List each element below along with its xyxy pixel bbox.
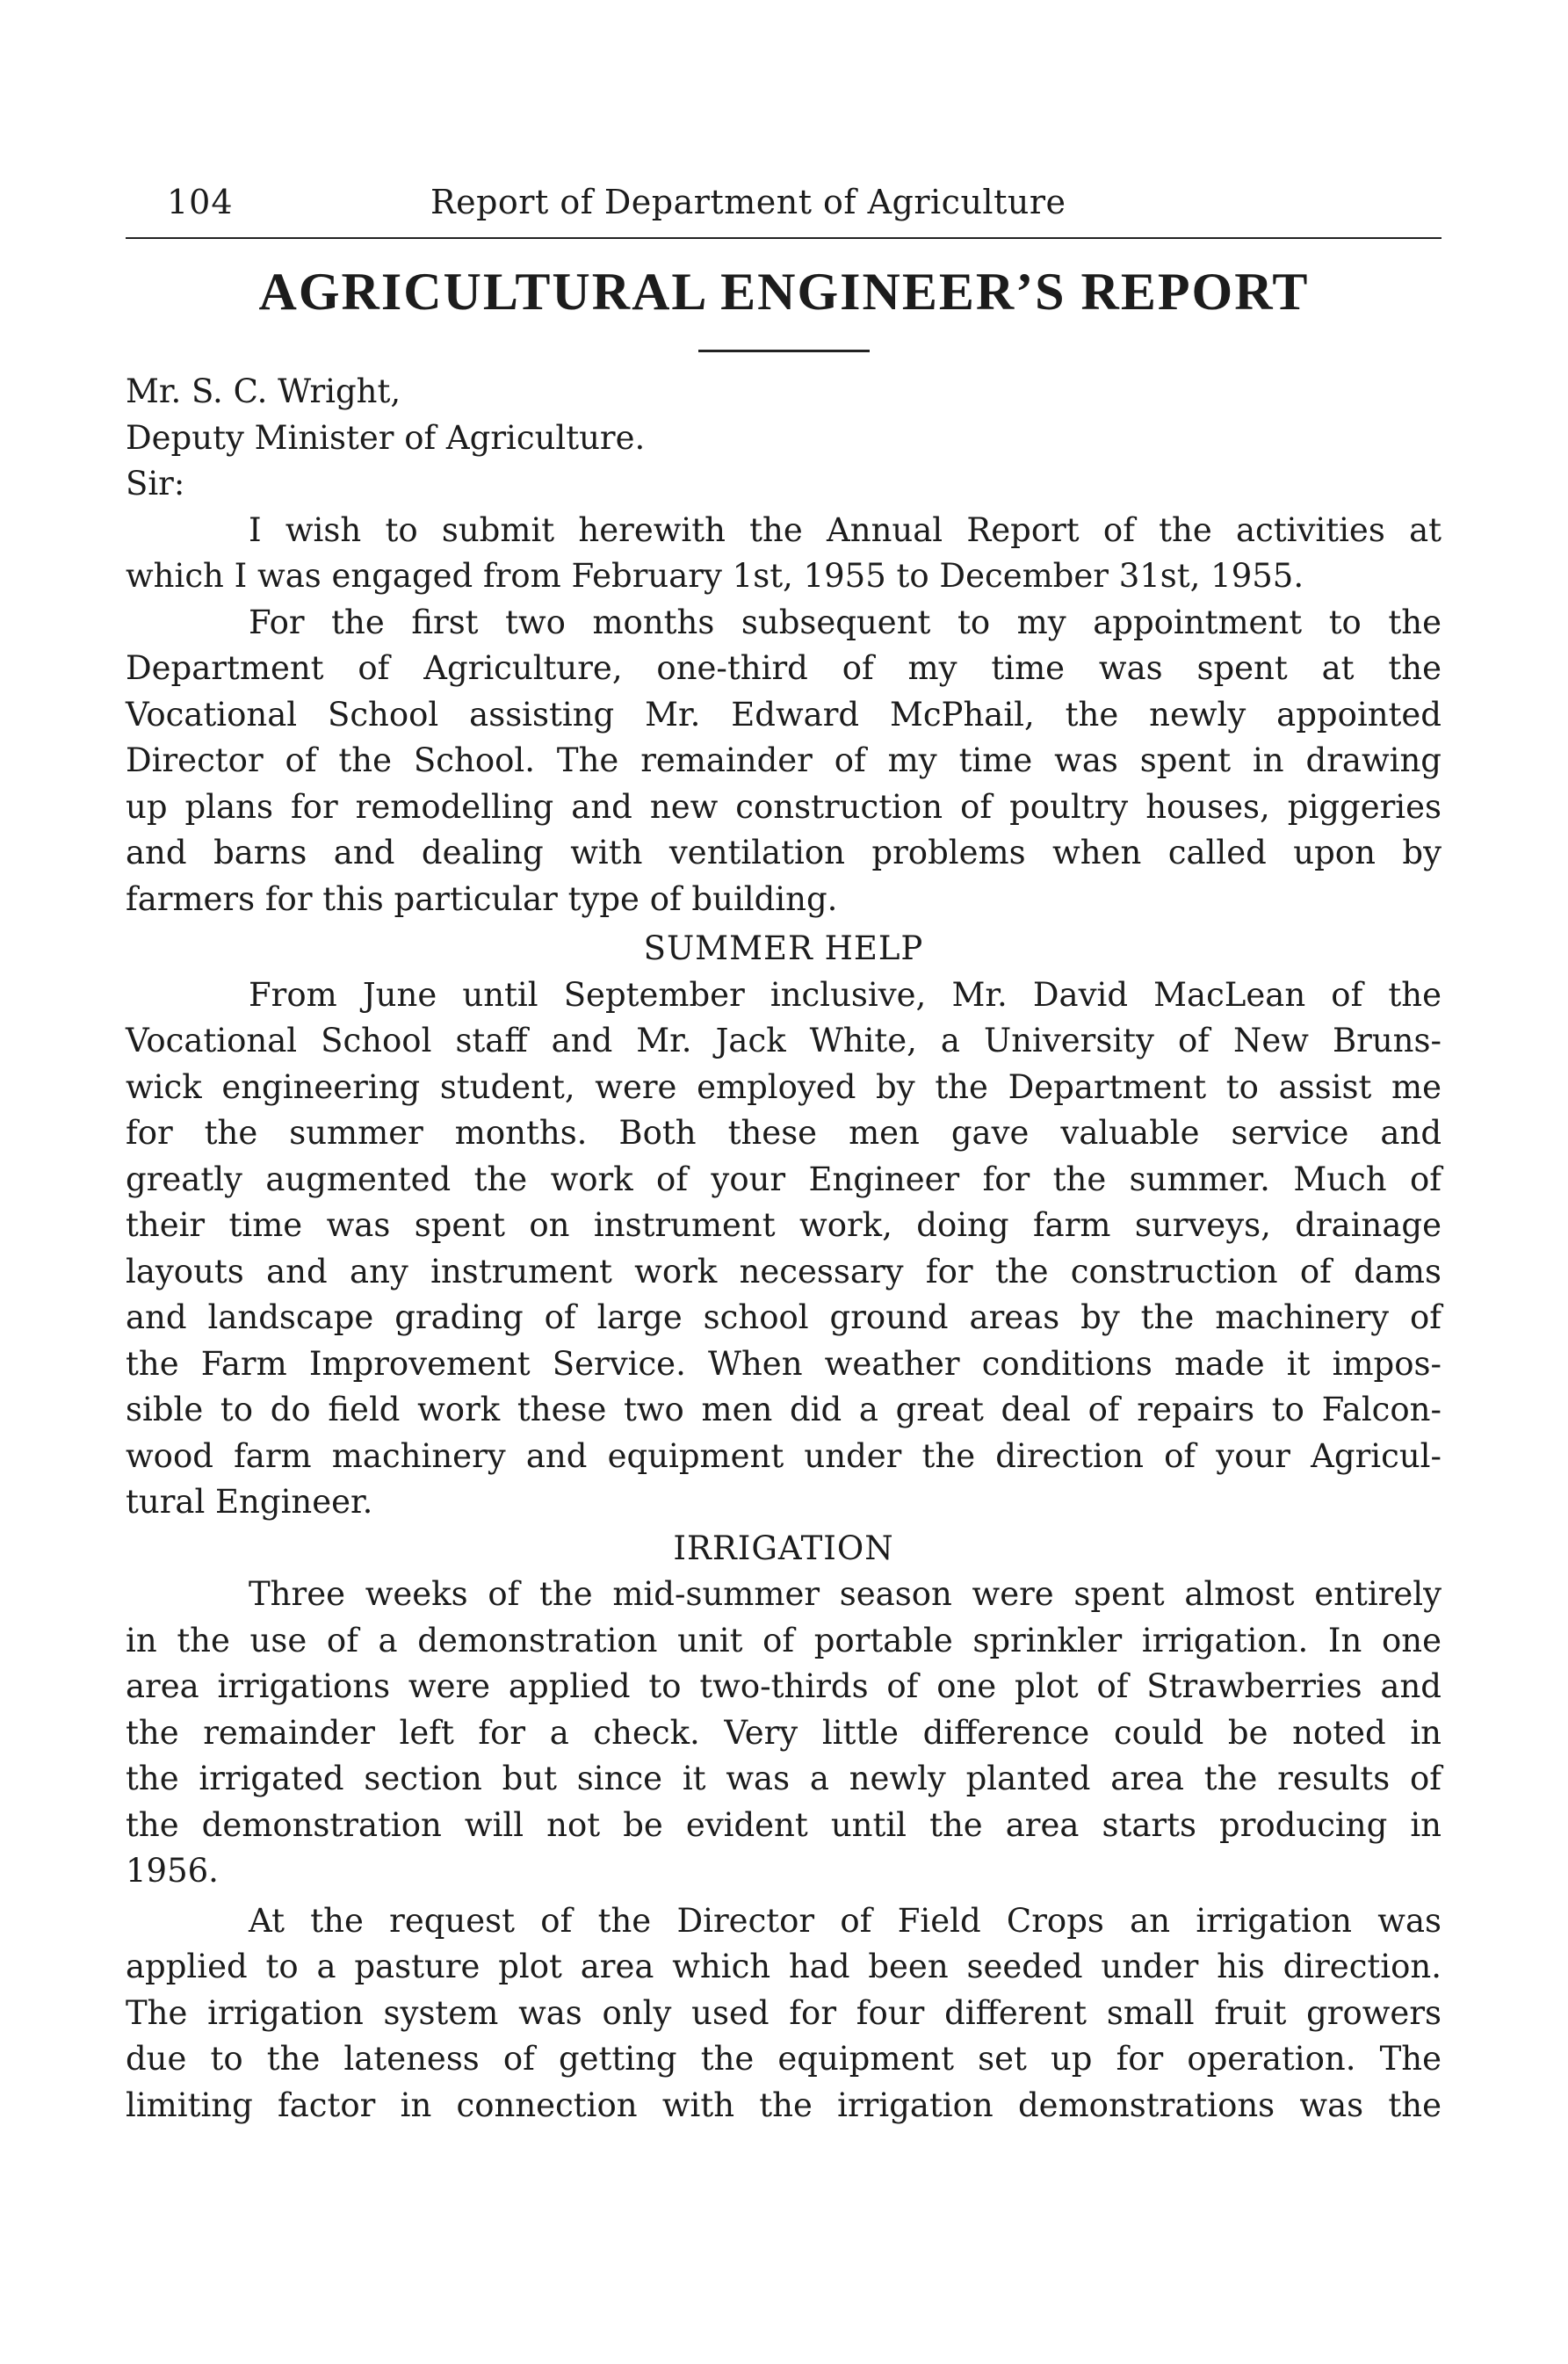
text-line: Department of Agriculture, one-third of my time was spent at the [126, 649, 1442, 687]
text-line: area irrigations were applied to two-thirds of one plot of Strawberries and [126, 1667, 1442, 1705]
text-line: tural Engineer. [126, 1483, 373, 1521]
text-line: farmers for this particular type of building. [126, 879, 838, 918]
text-line: At the request of the Director of Field Crops an irrigation was [249, 1901, 1442, 1940]
title-rule [698, 350, 870, 352]
text-line: From June until September inclusive, Mr. David MacLean of the [249, 975, 1442, 1014]
text-line: The irrigation system was only used for four different small fruit growers [126, 1993, 1442, 2032]
salutation: Sir: [126, 465, 185, 502]
paragraph-irrigation-demo [126, 1572, 1442, 1895]
text-line: Vocational School assisting Mr. Edward McPhail, the newly appointed [126, 695, 1442, 734]
paragraph-first-months [126, 600, 1442, 923]
text-line: For the first two months subsequent to my appointment to the [249, 603, 1442, 641]
section-heading-summer-help: SUMMER HELP [643, 929, 924, 967]
text-line: due to the lateness of getting the equipment set up for operation. The [126, 2040, 1442, 2078]
text-line: for the summer months. Both these men gave valuable service and [126, 1114, 1442, 1152]
text-line: the Farm Improvement Service. When weather conditions made it impos- [126, 1344, 1442, 1383]
report-body [126, 369, 1442, 2129]
paragraph-field-crops [126, 1898, 1442, 2129]
text-line: wood farm machinery and equipment under the direction of your Agricul- [126, 1436, 1442, 1475]
text-line: layouts and any instrument work necessary for the construction of dams [126, 1252, 1442, 1290]
address-line: Mr. S. C. Wright, [126, 372, 401, 410]
text-line: in the use of a demonstration unit of portable sprinkler irrigation. In one [126, 1621, 1442, 1659]
page-number: 104 [167, 183, 234, 221]
text-line: limiting factor in connection with the irrigation demonstrations was the [126, 2086, 1442, 2124]
text-line: which I was engaged from February 1st, 1955 to December 31st, 1955. [126, 557, 1304, 595]
text-line: wick engineering student, were employed by the Department to assist me [126, 1067, 1442, 1106]
text-line: and barns and dealing with ventilation problems when called upon by [126, 834, 1442, 871]
text-line: sible to do field work these two men did a great deal of repairs to Falcon- [126, 1391, 1442, 1428]
text-line: the demonstration will not be evident until the area starts producing in [126, 1805, 1442, 1844]
section-heading-irrigation: IRRIGATION [673, 1529, 894, 1567]
text-line: and landscape grading of large school ground areas by the machinery of [126, 1298, 1442, 1336]
address-line: Deputy Minister of Agriculture. [126, 418, 646, 457]
text-line: Director of the School. The remainder of my time was spent in drawing [126, 741, 1442, 779]
text-line: their time was spent on instrument work, doing farm surveys, drainage [126, 1206, 1442, 1244]
running-header [0, 176, 1568, 228]
text-line: Vocational School staff and Mr. Jack White, a University of New Bruns- [126, 1022, 1442, 1059]
text-line: 1956. [126, 1852, 219, 1890]
text-line: Three weeks of the mid-summer season were spent almost entirely [249, 1575, 1442, 1613]
header-rule [126, 237, 1442, 239]
text-line: the irrigated section but since it was a newly planted area the results of [126, 1760, 1442, 1797]
running-title: Report of Department of Agriculture [430, 183, 1066, 221]
report-title: AGRICULTURAL ENGINEER’S REPORT [258, 263, 1310, 321]
paragraph-summer-help [126, 972, 1442, 1526]
text-line: up plans for remodelling and new construction of poultry houses, piggeries [126, 787, 1442, 826]
text-line: the remainder left for a check. Very little difference could be noted in [126, 1713, 1442, 1752]
text-line: I wish to submit herewith the Annual Report of the activities at [249, 510, 1442, 549]
paragraph-intro [126, 508, 1442, 600]
text-line: applied to a pasture plot area which had been seeded under his direction. [126, 1948, 1442, 1985]
text-line: greatly augmented the work of your Engineer for the summer. Much of [126, 1160, 1442, 1198]
